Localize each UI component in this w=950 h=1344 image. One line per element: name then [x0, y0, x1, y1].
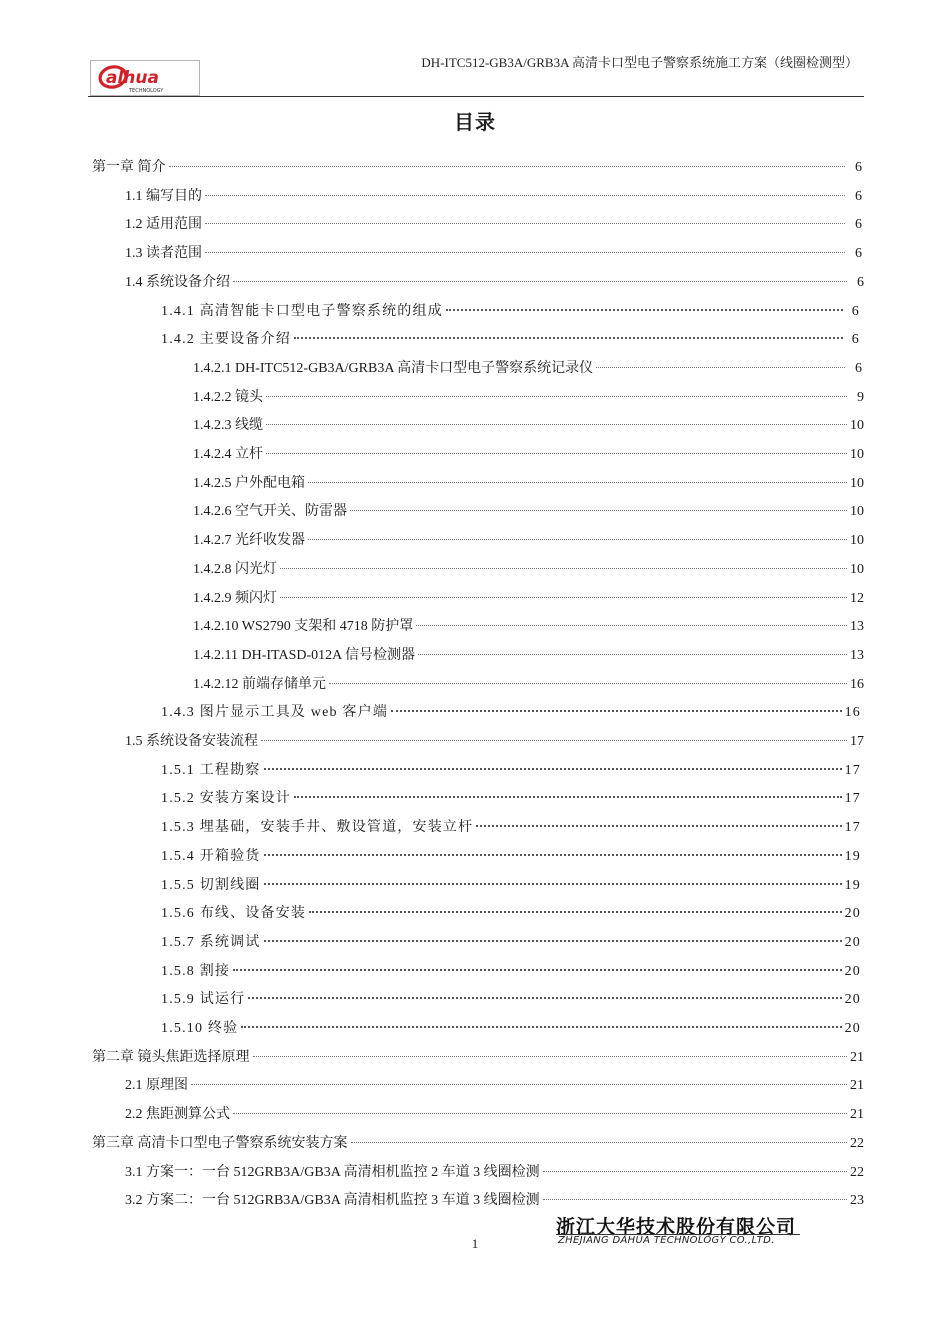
toc-entry-label: 1.4.1 高清智能卡口型电子警察系统的组成: [161, 303, 443, 319]
toc-entry-label: 1.4.2.11 DH-ITASD-012A 信号检测器: [193, 647, 415, 663]
toc-entry[interactable]: [125, 1163, 864, 1183]
toc-leader-dots: [264, 939, 842, 942]
toc-entry[interactable]: [161, 818, 861, 838]
toc-entry-label: 1.4.2.1 DH-ITC512-GB3A/GRB3A 高清卡口型电子警察系统记录仪: [193, 360, 594, 376]
toc-entry-page: 17: [844, 791, 861, 807]
toc-entry-page: 10: [850, 447, 864, 462]
header-divider: [88, 96, 864, 97]
toc-entry-page: 10: [850, 533, 864, 549]
toc-entry-label: 1.4.2.8 闪光灯: [193, 561, 277, 577]
toc-leader-dots: [205, 222, 845, 224]
toc-leader-dots: [266, 423, 847, 425]
toc-entry[interactable]: [193, 502, 864, 522]
toc-entry-page: 21: [850, 1078, 864, 1094]
toc-entry-page: 22: [850, 1164, 864, 1180]
toc-entry[interactable]: [92, 158, 862, 178]
toc-leader-dots: [205, 194, 845, 196]
toc-leader-dots: [350, 509, 847, 511]
toc-entry-label: 3.1 方案一：一台 512GRB3A/GB3A 高清相机监控 2 车道 3 线圈检测: [125, 1164, 540, 1180]
toc-entry[interactable]: [161, 962, 861, 982]
toc-leader-dots: [266, 452, 847, 454]
toc-leader-dots: [308, 538, 847, 540]
company-name-en: ZHEJIANG DAHUA TECHNOLOGY CO.,LTD.: [558, 1235, 775, 1246]
toc-entry-page: 10: [850, 475, 864, 491]
toc-entry-label: 1.5.9 试运行: [161, 992, 246, 1008]
toc-entry[interactable]: [161, 330, 860, 350]
toc-entry[interactable]: [161, 789, 861, 809]
toc-entry-page: 20: [844, 992, 861, 1008]
toc-entry-page: 6: [855, 217, 862, 233]
toc-entry-label: 1.2 适用范围: [125, 217, 202, 233]
toc-entry-label: 1.5.10 终验: [161, 1021, 239, 1036]
toc-entry-label: 1.5.5 切割线圈: [161, 877, 261, 893]
toc-entry[interactable]: [193, 388, 864, 408]
toc-leader-dots: [416, 624, 847, 626]
toc-entry-label: 1.4.2.10 WS2790 支架和 4718 防护罩: [193, 619, 414, 635]
toc-entry-page: 19: [844, 877, 861, 893]
toc-entry-page: 16: [844, 705, 861, 721]
toc-leader-dots: [205, 251, 845, 253]
toc-entry[interactable]: [161, 933, 861, 953]
toc-leader-dots: [280, 596, 847, 598]
toc-entry-label: 1.4.2.9 频闪灯: [193, 590, 277, 606]
toc-entry-page: 17: [844, 820, 861, 836]
toc-entry-page: 20: [844, 963, 861, 979]
toc-entry-page: 20: [844, 934, 861, 950]
toc-entry[interactable]: [193, 531, 864, 551]
toc-entry-label: 1.4.2.3 线缆: [193, 418, 263, 434]
toc-entry-page: 6: [855, 188, 862, 204]
toc-entry[interactable]: [125, 1105, 864, 1125]
toc-entry[interactable]: [193, 560, 864, 580]
toc-entry-page: 9: [857, 389, 864, 405]
toc-entry[interactable]: [161, 876, 861, 896]
toc-entry-label: 1.4.2.5 户外配电箱: [193, 475, 305, 491]
toc-entry[interactable]: [161, 1019, 861, 1039]
toc-leader-dots: [191, 1083, 847, 1085]
toc-entry-label: 1.4 系统设备介绍: [125, 274, 230, 290]
toc-entry[interactable]: [161, 847, 861, 867]
toc-entry-page: 13: [850, 619, 864, 635]
toc-entry[interactable]: [125, 187, 862, 207]
toc-entry-label: 1.4.2 主要设备介绍: [161, 332, 291, 348]
toc-entry[interactable]: [193, 589, 864, 609]
toc-entry-label: 第二章 镜头焦距选择原理: [92, 1049, 250, 1065]
toc-leader-dots: [264, 853, 842, 856]
toc-entry-page: 6: [857, 274, 864, 290]
toc-entry-label: 1.5 系统设备安装流程: [125, 734, 258, 749]
toc-leader-dots: [266, 395, 847, 397]
toc-leader-dots: [596, 366, 845, 368]
toc-entry-page: 23: [850, 1193, 864, 1209]
toc-entry-page: 17: [844, 762, 861, 778]
toc-leader-dots: [309, 910, 841, 913]
toc-leader-dots: [351, 1141, 848, 1143]
toc-entry-page: 22: [850, 1135, 864, 1151]
document-header-title: DH-ITC512-GB3A/GRB3A 高清卡口型电子警察系统施工方案（线圈检测型）: [421, 55, 858, 70]
toc-leader-dots: [233, 968, 841, 971]
toc-leader-dots: [261, 739, 847, 741]
toc-entry[interactable]: [161, 703, 861, 723]
toc-entry[interactable]: [161, 302, 860, 322]
toc-leader-dots: [280, 567, 847, 569]
toc-leader-dots: [329, 682, 847, 684]
toc-leader-dots: [253, 1055, 848, 1057]
toc-entry-label: 3.2 方案二：一台 512GRB3A/GB3A 高清相机监控 3 车道 3 线圈检测: [125, 1193, 540, 1209]
toc-entry-label: 第一章 简介: [92, 160, 166, 175]
toc-leader-dots: [294, 795, 842, 798]
toc-leader-dots: [476, 824, 841, 827]
toc-leader-dots: [248, 996, 841, 999]
toc-entry-label: 1.4.2.2 镜头: [193, 389, 263, 405]
toc-entry-page: 6: [855, 160, 862, 175]
toc-entry-label: 2.2 焦距测算公式: [125, 1107, 230, 1123]
toc-entry-label: 1.5.1 工程勘察: [161, 762, 261, 778]
toc-leader-dots: [169, 165, 846, 167]
toc-entry-page: 21: [850, 1107, 864, 1123]
toc-entry[interactable]: [193, 675, 864, 695]
toc-leader-dots: [294, 336, 843, 339]
toc-entry[interactable]: [193, 646, 864, 666]
toc-entry-label: 1.5.7 系统调试: [161, 934, 261, 950]
toc-leader-dots: [418, 653, 847, 655]
toc-entry-page: 13: [850, 647, 864, 663]
toc-entry-label: 1.5.8 割接: [161, 963, 231, 979]
toc-entry[interactable]: [193, 617, 864, 637]
toc-leader-dots: [543, 1170, 847, 1172]
toc-entry-page: 21: [850, 1049, 864, 1065]
toc-entry-label: 1.4.2.12 前端存储单元: [193, 676, 326, 692]
toc-entry-label: 1.5.4 开箱验货: [161, 848, 261, 864]
dahua-logo: [90, 60, 200, 96]
toc-entry[interactable]: [125, 732, 864, 752]
svg-text:TECHNOLOGY: TECHNOLOGY: [129, 88, 164, 94]
toc-leader-dots: [264, 882, 842, 885]
toc-entry-page: 10: [850, 561, 864, 577]
toc-entry-page: 6: [851, 332, 860, 348]
toc-entry[interactable]: [125, 1076, 864, 1096]
toc-leader-dots: [543, 1198, 847, 1200]
toc-entry-page: 17: [850, 734, 864, 749]
toc-entry-page: 19: [844, 848, 861, 864]
toc-entry-page: 12: [850, 590, 864, 606]
toc-leader-dots: [233, 1112, 847, 1114]
toc-entry[interactable]: [161, 761, 861, 781]
toc-entry-label: 1.4.2.6 空气开关、防雷器: [193, 504, 347, 520]
toc-entry-page: 10: [850, 418, 864, 434]
toc-entry[interactable]: [125, 244, 862, 264]
toc-entry[interactable]: [193, 416, 864, 436]
toc-entry[interactable]: [161, 990, 861, 1010]
toc-entry-label: 1.5.3 埋基础，安装手井、敷设管道，安装立杆: [161, 820, 474, 836]
svg-text:alhua: alhua: [106, 68, 159, 88]
toc-entry-label: 1.1 编写目的: [125, 188, 202, 204]
toc-entry-page: 6: [855, 360, 862, 376]
company-name-cn: 浙江大华技术股份有限公司: [556, 1216, 797, 1238]
toc-entry-label: 2.1 原理图: [125, 1078, 188, 1094]
toc-entry-label: 第三章 高清卡口型电子警察系统安装方案: [92, 1135, 348, 1151]
toc-entry-label: 1.3 读者范围: [125, 246, 202, 262]
toc-leader-dots: [264, 767, 842, 770]
toc-entry[interactable]: [193, 445, 864, 465]
toc-entry[interactable]: [193, 474, 864, 494]
toc-entry[interactable]: [92, 1048, 864, 1068]
toc-entry-label: 1.4.2.7 光纤收发器: [193, 533, 305, 549]
toc-entry[interactable]: [92, 1134, 864, 1154]
toc-leader-dots: [391, 709, 842, 712]
page-number: 1: [471, 1236, 479, 1251]
toc-entry-label: 1.4.2.4 立杆: [193, 447, 263, 462]
toc-leader-dots: [446, 308, 843, 311]
toc-leader-dots: [233, 280, 847, 282]
toc-entry[interactable]: [193, 359, 862, 379]
toc-heading: 目录: [454, 110, 496, 134]
toc-entry-page: 20: [844, 906, 861, 922]
toc-entry[interactable]: [161, 904, 861, 924]
toc-entry-page: 20: [844, 1021, 861, 1036]
dahua-logo-mark: [91, 61, 199, 95]
toc-entry[interactable]: [125, 215, 862, 235]
toc-entry-page: 10: [850, 504, 864, 520]
toc-entry-label: 1.5.6 布线、设备安装: [161, 906, 307, 922]
toc-entry[interactable]: [125, 273, 864, 293]
toc-entry-label: 1.4.3 图片显示工具及 web 客户端: [161, 705, 389, 721]
toc-entry-label: 1.5.2 安装方案设计: [161, 791, 291, 807]
toc-leader-dots: [241, 1025, 841, 1028]
toc-entry-page: 16: [850, 676, 864, 692]
toc-entry[interactable]: [125, 1191, 864, 1211]
toc-entry-page: 6: [855, 246, 862, 262]
toc-leader-dots: [308, 481, 847, 483]
toc-entry-page: 6: [851, 303, 860, 319]
